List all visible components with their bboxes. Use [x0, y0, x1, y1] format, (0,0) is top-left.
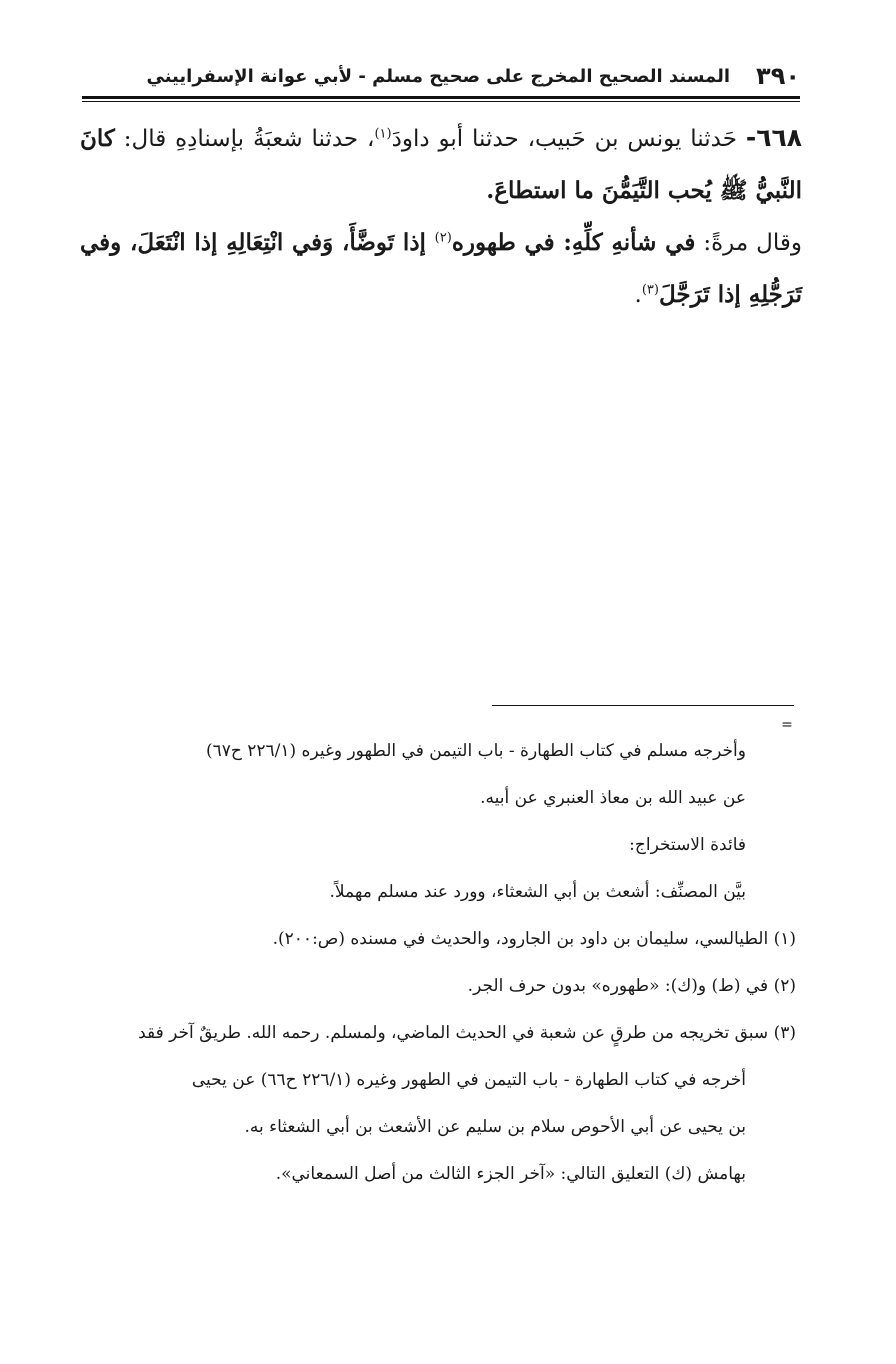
footnote-line: أخرجه في كتاب الطهارة - باب التيمن في الطهور وغيره (٢٢٦/١ ح٦٦) عن يحيى — [191, 1070, 746, 1090]
page-header — [82, 58, 800, 94]
hadith-paragraph-1 — [80, 112, 802, 217]
note-ref-3: (٣) — [641, 282, 659, 298]
variant-intro: وقال مرةً: — [695, 230, 803, 256]
footnote-line: بن يحيى عن أبي الأحوص سلام بن سليم عن الأشعث بن أبي الشعثاء به. — [244, 1117, 746, 1137]
hadith-number: ٦٦٨- — [745, 123, 803, 152]
page-number: ٣٩٠ — [756, 62, 800, 90]
footnotes — [84, 728, 796, 1198]
matn-text: كانَ النَّبيُّ ﷺ يُحب التَّيَمُّنَ ما استطاعَ. — [80, 125, 802, 204]
note-ref-1: (١) — [374, 126, 392, 142]
continuation-mark: = — [781, 717, 793, 733]
footnote-line: بهامش (ك) التعليق التالي: «آخر الجزء الثالث من أصل السمعاني». — [275, 1164, 746, 1184]
footnote-1: (١) الطيالسي، سليمان بن داود بن الجارود، والحديث في مسنده (ص:٢٠٠). — [272, 929, 796, 949]
header-rule-thick — [82, 96, 800, 99]
note-ref-2: (٢) — [434, 230, 452, 246]
footnote-line: بيَّن المصنِّف: أشعث بن أبي الشعثاء، وورد عند مسلم مهملاً. — [329, 882, 746, 902]
header-rule-thin — [82, 101, 800, 102]
hadith-paragraph-2 — [80, 217, 802, 321]
isnad-tail: ، حدثنا شعبَةُ — [252, 126, 375, 152]
footnote-rule — [492, 705, 794, 706]
footnote-2: (٢) في (ط) و(ك): «طهوره» بدون حرف الجر. — [467, 976, 796, 996]
running-title: المسند الصحيح المخرج على صحيح مسلم - لأبي عوانة الإسفراييني — [146, 65, 731, 87]
hadith-text — [80, 112, 802, 321]
isnad-continued: بإسنادِهِ قال: — [114, 126, 245, 152]
footnote-line: عن عبيد الله بن معاذ العنبري عن أبيه. — [480, 788, 746, 808]
variant-matn-b: إذا تَوضَّأَ، وَفي انْتِعَالِهِ إذا انْتَعَلَ، وفي تَرَجُّلِهِ إذا تَرَجَّلَ — [80, 229, 802, 308]
variant-matn-a: في شأنهِ كلِّهِ: في طهوره — [451, 229, 696, 256]
isnad-text: حَدثنا يونس بن حَبيب، حدثنا أبو داودَ — [391, 126, 746, 152]
variant-end: . — [634, 282, 642, 308]
footnote-line: فائدة الاستخراج: — [629, 835, 746, 855]
footnote-3: (٣) سبق تخريجه من طرقٍ عن شعبة في الحديث الماضي، ولمسلم. رحمه الله. طريقٌ آخر فقد — [138, 1023, 796, 1043]
footnote-line: وأخرجه مسلم في كتاب الطهارة - باب التيمن في الطهور وغيره (٢٢٦/١ ح٦٧) — [205, 741, 746, 761]
